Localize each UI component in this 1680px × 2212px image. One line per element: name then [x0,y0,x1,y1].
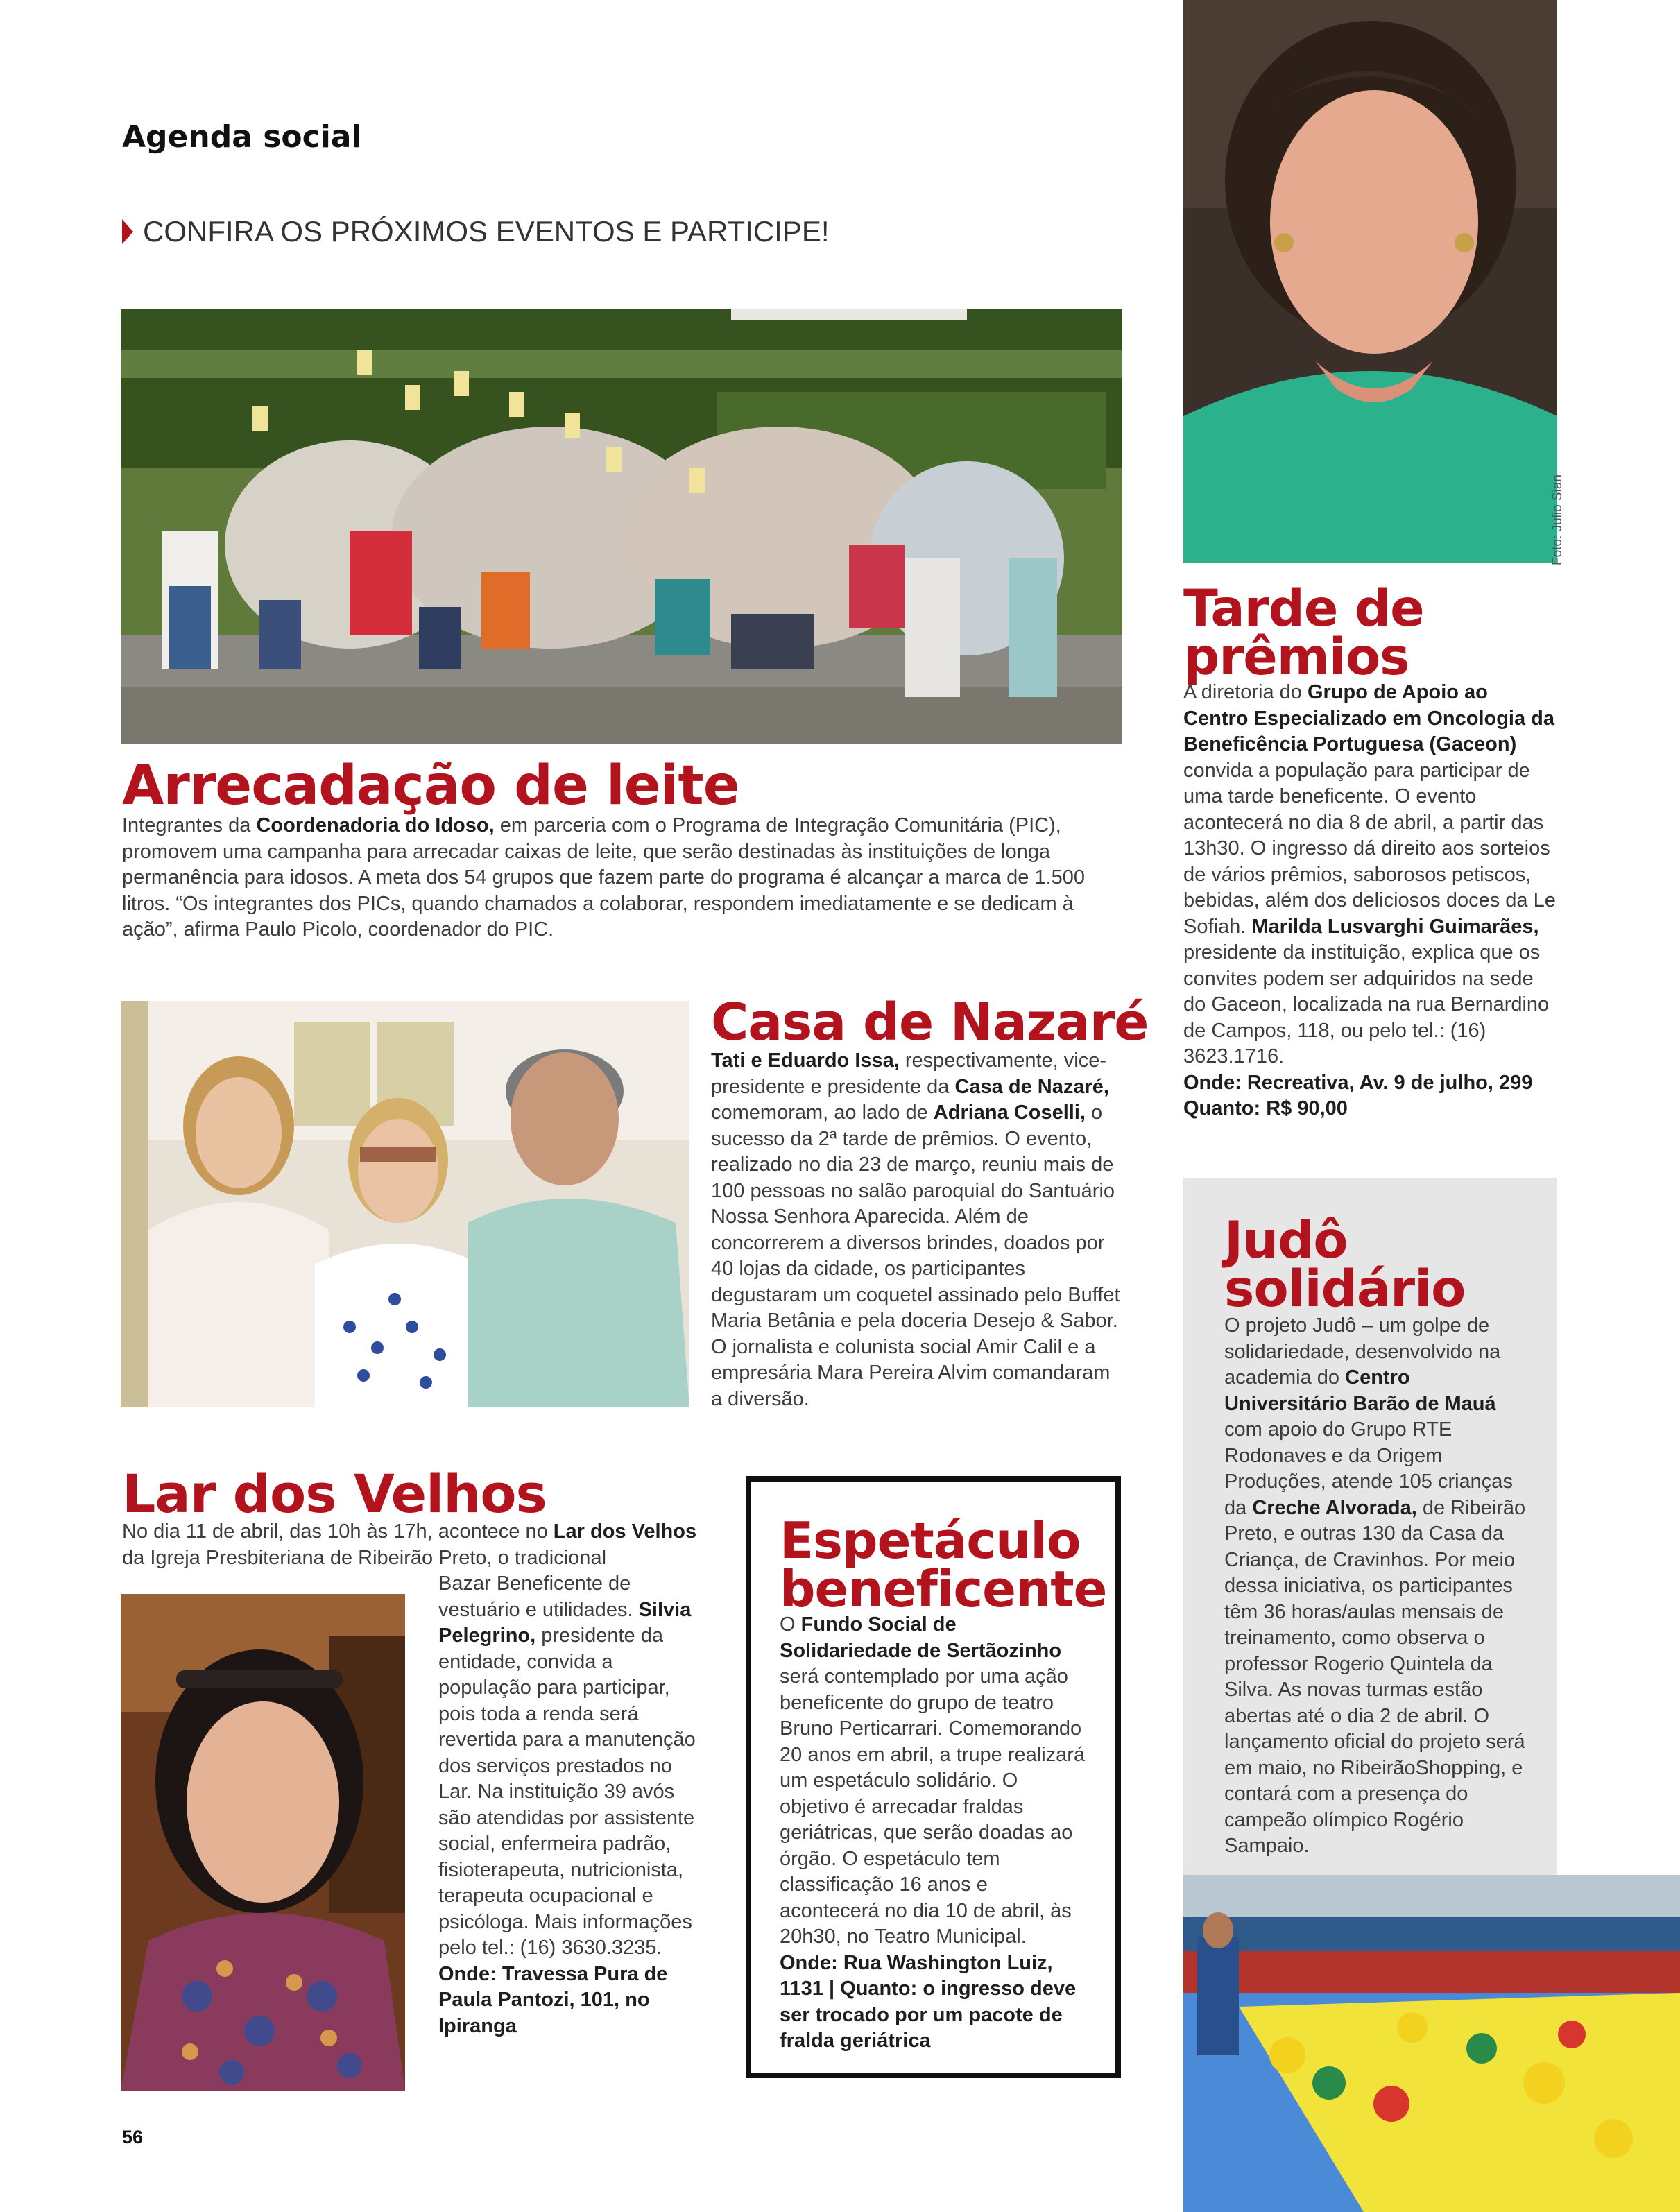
leite-text: Integrantes da [122,814,257,837]
leite-title: Arrecadação de leite [122,755,739,817]
nazare-text-2: comemoram, ao lado de [711,1101,934,1124]
leite-body [122,813,1121,943]
lar-intro [122,1519,698,1571]
lar-bold-org: Lar dos Velhos [553,1520,697,1543]
nazare-body [711,1048,1124,1412]
judo-title-line1: Judô [1224,1211,1348,1270]
nazare-text-3: o sucesso da 2ª tarde de prêmios. O evento, realizado no dia 23 de março, reuniu mais de 100 pessoas no salão paroquial do Santuário Nossa Senhora Aparecida. Além de concorrerem a diversos brindes, doados por 40 lojas da cidade, os participantes degustaram um coquetel assinado pelo Buffet Maria Betânia e pela doceria Desejo & Sabor. O jornalista e colunista social Amir Calil e a empresária Mara Pereira Alvim comandaram a diversão. [711,1101,1120,1410]
lar-bold-address: Onde: Travessa Pura de Paula Pantozi, 101, no Ipiranga [438,1962,668,2037]
premios-text-2: convida a população para participar de uma tarde beneficente. O evento acontecerá no dia 8 de abril, a partir das 13h30. O ingresso dá direito aos sorteios de vários prêmios, saborosos petiscos, bebidas, além dos deliciosos doces da Le Sofiah. [1183,759,1556,938]
lar-bold-president: Silvia Pelegrino, [438,1598,692,1647]
lar-title: Lar dos Velhos [122,1463,547,1525]
judo-photo [1183,1875,1680,2212]
judo-bold-creche: Creche Alvorada, [1252,1496,1417,1519]
espetaculo-body [780,1612,1092,2055]
espetaculo-bold-org: Fundo Social de Solidariedade de Sertãozinho [780,1613,1062,1662]
premios-title-line1: Tarde de [1183,579,1424,638]
section-label: Agenda social [122,119,362,155]
arrow-right-icon [122,219,133,244]
judo-text-3: de Ribeirão Preto, e outras 130 da Casa da Criança, de Cravinhos. Por meio dessa iniciativa, os participantes têm 36 horas/aulas mensais de treinamento, como observa o professor Rogerio Quintela da Silva. As novas turmas estão abertas até o dia 2 de abril. O lançamento oficial do projeto será em maio, no RibeirãoShopping, e contará com a presença do campeão olímpico Rogério Sampaio. [1224,1496,1526,1857]
nazare-title: Casa de Nazaré [711,993,1149,1052]
judo-bold-university: Centro Universitário Barão de Mauá [1224,1366,1496,1415]
nazare-text-1: respectivamente, vice-presidente e presidente da [711,1049,1106,1098]
nazare-bold-org: Casa de Nazaré, [954,1075,1109,1098]
judo-title [1224,1211,1466,1319]
judo-text-2: com apoio do Grupo RTE Rodonaves e da Origem Produções, atende 105 crianças da [1224,1418,1513,1519]
espetaculo-title-line1: Espetáculo [780,1511,1081,1570]
premios-bold-president: Marilda Lusvarghi Guimarães, [1251,915,1539,938]
espetaculo-text-2: será contemplado por uma ação beneficente do grupo de teatro Bruno Perticarrari. Comemorando 20 anos em abril, a trupe realizará um espetáculo solidário. O objetivo é arrecadar fraldas geriátricas, que serão doadas ao órgão. O espetáculo tem classificação 16 anos e acontecerá no dia 10 de abril, às 20h30, no Teatro Municipal. [780,1665,1086,1948]
espetaculo-title-line2: beneficente [780,1560,1107,1618]
judo-body [1224,1313,1536,1860]
leite-bold-org: Coordenadoria do Idoso, [256,814,495,837]
lar-text-2: da Igreja Presbiteriana de Ribeirão Preto, o tradicional [122,1546,607,1569]
premios-body [1183,680,1558,1122]
premios-title [1183,579,1424,687]
lar-text-1: No dia 11 de abril, das 10h às 17h, acontece no [122,1520,554,1543]
nazare-bold-names: Tati e Eduardo Issa, [711,1049,900,1072]
premios-text-3: presidente da instituição, explica que os convites podem ser adquiridos na sede do Gaceon, localizada na rua Bernardino de Campos, 118, ou pelo tel.: (16) 3623.1716. [1183,941,1550,1068]
lar-text-4: presidente da entidade, convida a população para participar, pois toda a renda será revertida para a manutenção dos serviços prestados no Lar. Na instituição 39 avós são atendidas por assistente social, enfermeira padrão, fisioterapeuta, nutricionista, terapeuta ocupacional e psicóloga. Mais informações pelo tel.: (16) 3630.3235. [438,1624,696,1959]
lar-body [438,1571,698,2039]
photo-credit: Foto: Julio Sian [1550,474,1565,565]
tagline [122,215,830,248]
leite-text-rest: em parceria com o Programa de Integração Comunitária (PIC), promovem uma campanha para arrecadar caixas de leite, que serão destinadas às instituições de longa permanência para idosos. A meta dos 54 grupos que fazem parte do programa é alcançar a marca de 1.500 litros. “Os integrantes dos PICs, quando chamados a colaborar, respondem imediatamente e se dedicam à ação”, afirma Paulo Picolo, coordenador do PIC. [122,814,1086,941]
premios-title-line2: prêmios [1183,628,1409,687]
marilda-portrait [1183,0,1557,563]
lar-text-3: Bazar Beneficente de vestuário e utilidades. [438,1572,639,1621]
premios-bold-org: Grupo de Apoio ao Centro Especializado em Oncologia da Beneficência Portuguesa (Gaceon) [1183,681,1555,755]
group-photo-elderly [121,309,1122,744]
judo-text-1: O projeto Judô – um golpe de solidariedade, desenvolvido na academia do [1224,1314,1501,1389]
premios-bold-where: Onde: Recreativa, Av. 9 de julho, 299 [1183,1071,1533,1094]
nazare-photo [121,1001,689,1407]
espetaculo-title [780,1511,1107,1618]
tagline-text: CONFIRA OS PRÓXIMOS EVENTOS E PARTICIPE! [143,215,830,248]
silvia-portrait [121,1594,405,2091]
espetaculo-text-1: O [780,1613,801,1636]
page-number: 56 [122,2127,144,2147]
nazare-bold-guest: Adriana Coselli, [933,1101,1086,1124]
premios-bold-price: Quanto: R$ 90,00 [1183,1097,1348,1120]
premios-text-1: A diretoria do [1183,681,1308,703]
espetaculo-bold-info: Onde: Rua Washington Luiz, 1131 | Quanto: o ingresso deve ser trocado por um pacote de fralda geriátrica [780,1951,1077,2052]
judo-title-line2: solidário [1224,1260,1466,1319]
